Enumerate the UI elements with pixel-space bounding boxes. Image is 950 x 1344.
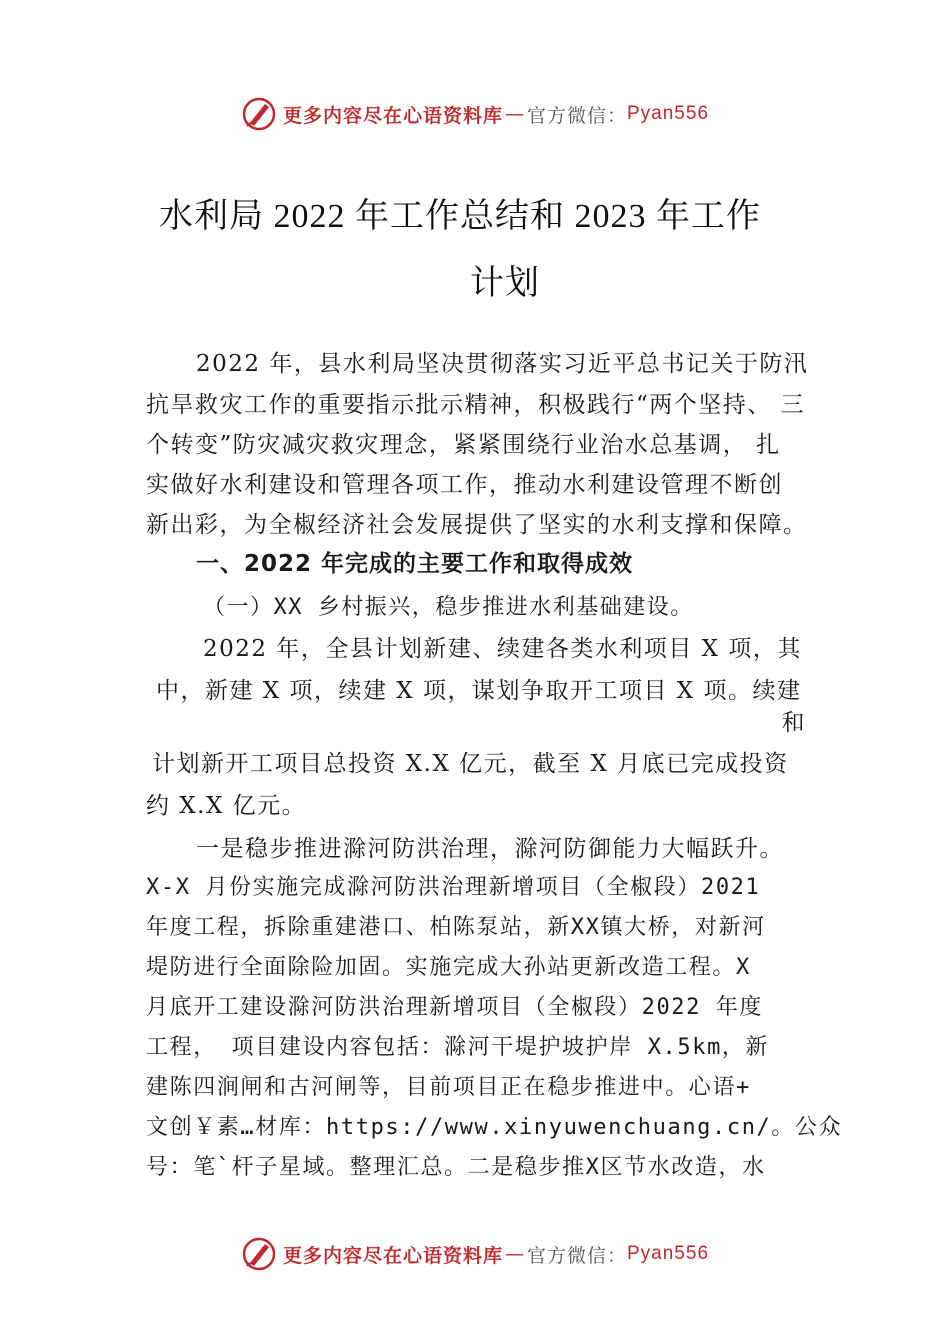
watermark-dash: — — [504, 1243, 525, 1265]
intro-line-1: 2022 年，县水利局坚决贯彻落实习近平总书记关于防汛 — [196, 351, 809, 377]
para3-line-5: 月底开工建设滁河防洪治理新增项目（全椒段）2022 年度 — [146, 995, 764, 1020]
intro-line-3: 个转变”防灾减灾救灾理念，紧紧围绕行业治水总基调， 扎 — [146, 432, 781, 458]
header-watermark — [0, 94, 950, 134]
section-heading-1: 一、2022 年完成的主要工作和取得成效 — [196, 551, 634, 577]
brush-logo-icon — [241, 96, 277, 132]
doc-title-line1: 水利局 2022 年工作总结和 2023 年工作 — [159, 198, 761, 235]
watermark-label: 官方微信： — [526, 1244, 627, 1267]
para3-line-3: 年度工程，拆除重建港口、柏陈泵站，新XX镇大桥，对新河 — [146, 915, 766, 940]
watermark-dash: — — [504, 103, 525, 125]
para3-line-1: 一是稳步推进滁河防洪治理，滁河防御能力大幅跃升。 — [196, 836, 784, 862]
para3-line-8: 文创￥素…材库：https://www.xinyuwenchuang.cn/。公众 — [146, 1115, 843, 1140]
intro-line-5: 新出彩，为全椒经济社会发展提供了坚实的水利支撑和保障。 — [146, 512, 808, 538]
subsection-heading-1: （一）XX 乡村振兴，稳步推进水利基础建设。 — [203, 595, 694, 620]
intro-line-2: 抗旱救灾工作的重要指示批示精神，积极践行“两个坚持、 三 — [146, 392, 806, 418]
watermark-title: 更多内容尽在心语资料库 — [282, 1244, 503, 1267]
watermark-title: 更多内容尽在心语资料库 — [282, 104, 503, 127]
para2-line-4: 计划新开工项目总投资 X.X 亿元，截至 X 月底已完成投资 — [152, 751, 789, 777]
watermark-label: 官方微信： — [526, 104, 627, 127]
doc-title-line2: 计划 — [470, 265, 540, 302]
watermark-wechat-id: Pyan556 — [627, 103, 710, 124]
para3-line-9: 号：笔`杆子星域。整理汇总。二是稳步推X区节水改造，水 — [146, 1155, 766, 1180]
para3-line-6: 工程， 项目建设内容包括：滁河干堤护坡护岸 X.5km，新 — [146, 1035, 770, 1060]
para3-line-4: 堤防进行全面除险加固。实施完成大孙站更新改造工程。X — [146, 955, 751, 980]
brush-logo-icon — [241, 1236, 277, 1272]
para2-line-2: 中，新建 X 项，续建 X 项，谋划争取开工项目 X 项。续建 — [156, 678, 802, 704]
para3-line-7: 建陈四涧闸和古河闸等，目前项目正在稳步推进中。心语+ — [146, 1075, 751, 1100]
footer-watermark — [0, 1234, 950, 1274]
para2-line-1: 2022 年，全县计划新建、续建各类水利项目 X 项，其 — [203, 636, 802, 662]
para2-line-3: 和 — [781, 710, 806, 736]
para3-line-2: X-X 月份实施完成滁河防洪治理新增项目（全椒段）2021 — [146, 875, 761, 900]
para2-line-5: 约 X.X 亿元。 — [146, 793, 307, 819]
watermark-wechat-id: Pyan556 — [627, 1243, 710, 1264]
intro-line-4: 实做好水利建设和管理各项工作，推动水利建设管理不断创 — [146, 472, 783, 498]
